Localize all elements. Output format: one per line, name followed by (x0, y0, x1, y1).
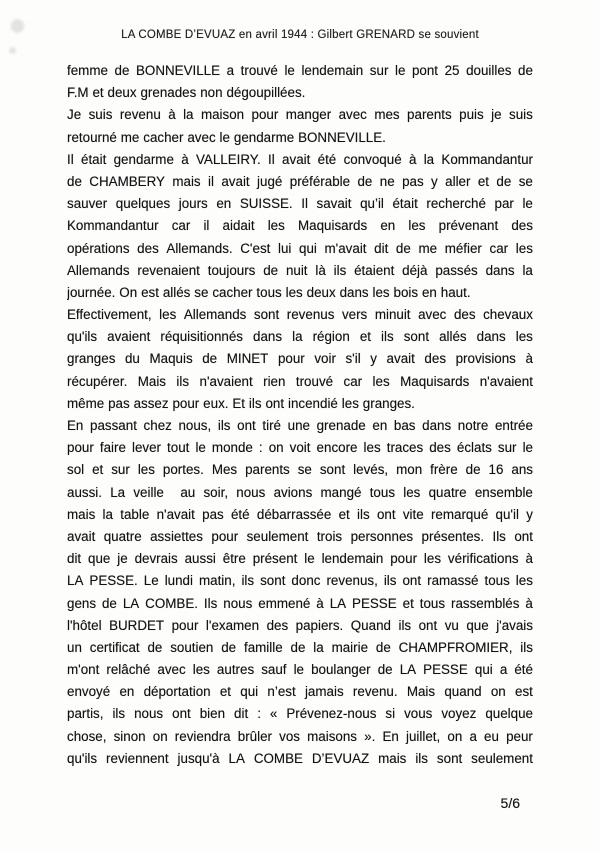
text-line: aussi. La veille au soir, nous avions mangé tous les quatre ensemble (67, 484, 533, 500)
text-line: envoyé en déportation et qui n’est jamais revenu. Mais quand on est (67, 684, 533, 700)
paragraph (67, 304, 533, 415)
text-line: mais la table n'avait pas été débarrassée et ils ont vite remarqué qu'il y (67, 506, 533, 522)
text-line: Allemands revenaient toujours de nuit là ils étaient déjà passés dans la (67, 262, 533, 278)
text-line: avait quatre assiettes pour seulement trois personnes présentes. Ils ont (67, 528, 533, 544)
page-number: 5/6 (500, 795, 520, 811)
text-line: sauver quelques jours en SUISSE. Il savait qu’il était recherché par le (67, 196, 533, 212)
paragraph (67, 60, 533, 104)
text-line: qu'ils reviennent jusqu'à LA COMBE D’EVUAZ mais ils sont seulement (67, 750, 533, 766)
text-line: sol et sur les portes. Mes parents se sont levés, mon frère de 16 ans (67, 462, 533, 478)
text-line: opérations des Allemands. C'est lui qui m'avait dit de me méfier car les (67, 240, 533, 256)
paragraph (67, 415, 533, 770)
scan-artifact (9, 47, 16, 54)
text-line: pour faire lever tout le monde : on voit encore les traces des éclats sur le (67, 440, 533, 456)
text-line: retourné me cacher avec le gendarme BONNEVILLE. (67, 129, 386, 145)
text-line: de CHAMBERY mais il avait jugé préférable de ne pas y aller et de se (67, 173, 533, 189)
text-line: gens de LA COMBE. Ils nous emmené à LA PESSE et tous rassemblés à (67, 595, 533, 611)
page-title: LA COMBE D’EVUAZ en avril 1944 : Gilbert GRENARD se souvient (121, 29, 479, 41)
text-line: femme de BONNEVILLE a trouvé le lendemain sur le pont 25 douilles de (67, 63, 533, 78)
text-line: Il était gendarme à VALLEIRY. Il avait été convoqué à la Kommandantur (67, 151, 533, 167)
text-line: chose, sinon on reviendra brûler vos maisons ». En juillet, on a eu peur (67, 728, 533, 744)
paragraph (67, 104, 533, 148)
text-line: journée. On est allés se cacher tous les deux dans les bois en haut. (67, 284, 471, 300)
text-line: LA PESSE. Le lundi matin, ils sont donc revenus, ils ont ramassé tous les (67, 573, 533, 589)
text-line: En passant chez nous, ils ont tiré une grenade en bas dans notre entrée (67, 418, 533, 433)
page-body (67, 60, 533, 770)
text-line: qu'ils avaient réquisitionnés dans la région et ils sont allés dans les (67, 329, 533, 345)
text-line: Je suis revenu à la maison pour manger avec mes parents puis je suis (67, 107, 533, 123)
text-line: même pas assez pour eux. Et ils ont incendié les granges. (67, 395, 415, 411)
text-line: un certificat de soutien de famille de la mairie de CHAMPFROMIER, ils (67, 639, 533, 655)
text-line: granges du Maquis de MINET pour voir s'il y avait des provisions à (67, 351, 533, 367)
text-line: Kommandantur car il aidait les Maquisards en les prévenant des (67, 218, 533, 234)
text-line: m'ont relâché avec les autres sauf le boulanger de LA PESSE qui a été (67, 662, 533, 678)
text-line: dit que je devrais aussi être présent le lendemain pour les vérifications à (67, 551, 533, 567)
text-line: F.M et deux grenades non dégoupillées. (67, 85, 306, 101)
text-line: Effectivement, les Allemands sont revenus vers minuit avec des chevaux (67, 307, 533, 323)
text-line: l'hôtel BURDET pour l'examen des papiers. Quand ils ont vu que j'avais (67, 617, 533, 633)
paragraph (67, 149, 533, 304)
text-line: récupérer. Mais ils n'avaient rien trouvé car les Maquisards n'avaient (67, 373, 533, 389)
text-line: partis, ils nous ont bien dit : « Prévenez-nous si vous voyez quelque (67, 706, 533, 722)
